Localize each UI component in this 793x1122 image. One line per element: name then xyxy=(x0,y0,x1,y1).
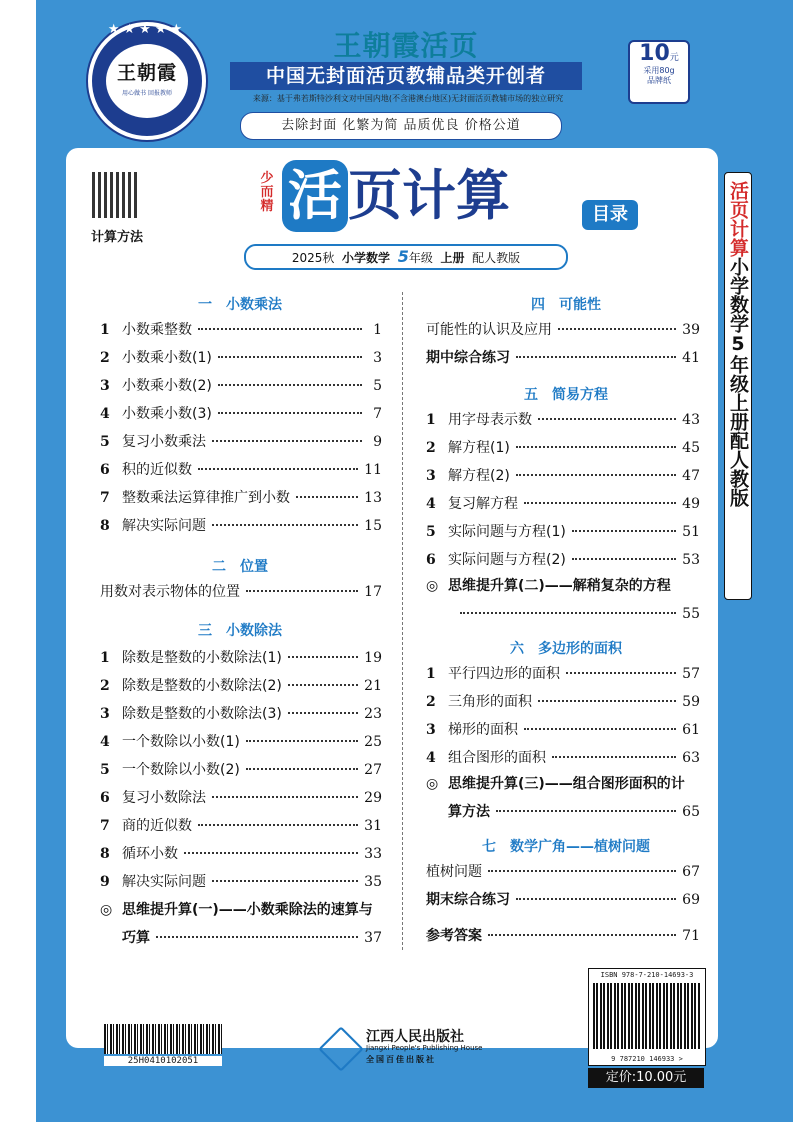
badge-inner xyxy=(106,44,188,118)
toc-entry[interactable]: 2 解方程(1) 45 xyxy=(426,440,700,456)
subtitle-subject: 小学数学 xyxy=(342,251,391,265)
publisher-sub: 全国百佳出版社 xyxy=(366,1055,436,1064)
price-tag-amount: 10 xyxy=(639,41,670,66)
qr-code-icon[interactable] xyxy=(92,172,138,218)
toc-entry[interactable]: 1 平行四边形的面积 57 xyxy=(426,666,700,682)
toc-entry[interactable]: 1 小数乘整数 1 xyxy=(100,322,382,338)
toc-entry[interactable]: 6 复习小数除法 29 xyxy=(100,790,382,806)
publisher-name: 江西人民出版社 xyxy=(366,1029,464,1045)
brand-badge-logo xyxy=(88,22,206,140)
side-series: 活页计算 xyxy=(727,181,749,257)
toc-entry[interactable]: 参考答案 71 xyxy=(426,928,700,944)
title-rest: 页计算 xyxy=(348,164,510,227)
subtitle-bar xyxy=(244,244,568,270)
price-tag xyxy=(628,40,690,104)
section-title-6: 六 多边形的面积 xyxy=(510,641,622,657)
toc-entry[interactable]: ◎ 思维提升算(一)——小数乘除法的速算与 xyxy=(100,902,373,918)
section-title-5: 五 简易方程 xyxy=(524,387,608,403)
source-note: 来源：基于弗若斯特沙利文对中国内地(不含港澳台地区)无封面活页教辅市场的独立研究 xyxy=(252,94,564,103)
toc-entry[interactable]: 7 整数乘法运算律推广到小数 13 xyxy=(100,490,382,506)
toc-entry[interactable]: 用数对表示物体的位置 17 xyxy=(100,584,382,600)
toc-entry[interactable]: 3 梯形的面积 61 xyxy=(426,722,700,738)
column-divider xyxy=(402,292,403,950)
side-volume: 上册 xyxy=(727,393,749,431)
section-title-7: 七 数学广角——植树问题 xyxy=(482,839,650,855)
qr-label: 计算方法 xyxy=(90,230,143,245)
isbn-block xyxy=(588,968,706,1066)
publisher-logo xyxy=(318,1024,518,1074)
toc-entry[interactable]: 9 解决实际问题 35 xyxy=(100,874,382,890)
price-tag-paper: 采用80g xyxy=(643,66,675,75)
toc-entry[interactable]: 植树问题 67 xyxy=(426,864,700,880)
toc-entry[interactable]: 1 除数是整数的小数除法(1) 19 xyxy=(100,650,382,666)
section-title-3: 三 小数除法 xyxy=(198,623,282,639)
toc-entry[interactable]: 1 用字母表示数 43 xyxy=(426,412,700,428)
barcode-number: 25H0410102051 xyxy=(104,1056,222,1066)
section-title-1: 一 小数乘法 xyxy=(198,297,282,313)
publisher-icon xyxy=(318,1026,364,1072)
features-line: 去除封面 化繁为简 品质优良 价格公道 xyxy=(240,112,562,140)
toc-entry[interactable]: 巧算 37 xyxy=(122,930,382,946)
badge-stars: ★★★★★ xyxy=(107,22,187,37)
toc-entry[interactable]: 5 复习小数乘法 9 xyxy=(100,434,382,450)
price-tag-unit: 元 xyxy=(669,53,679,63)
barcode-icon xyxy=(104,1024,222,1054)
subtitle-volume: 上册 xyxy=(440,251,465,265)
title-highlight: 活 xyxy=(282,160,348,232)
side-grade: 5年级 xyxy=(727,333,749,393)
toc-entry[interactable]: 2 三角形的面积 59 xyxy=(426,694,700,710)
isbn-barcode-icon xyxy=(593,983,701,1049)
toc-entry[interactable]: 期中综合练习 41 xyxy=(426,350,700,366)
toc-entry[interactable]: 算方法 65 xyxy=(448,804,700,820)
toc-entry[interactable]: ◎ 思维提升算(三)——组合图形面积的计 xyxy=(426,776,685,792)
side-label xyxy=(724,172,752,600)
isbn-bottom: 9 787210 146933 > xyxy=(611,1055,683,1063)
side-edition: 配人教版 xyxy=(727,431,749,507)
subtitle-grade: 年级 xyxy=(408,251,433,265)
toc-entry[interactable]: 4 复习解方程 49 xyxy=(426,496,700,512)
badge-slogan: 用心做书 回报教师 xyxy=(122,90,172,97)
page-title xyxy=(282,160,510,232)
toc-entry[interactable]: 可能性的认识及应用 39 xyxy=(426,322,700,338)
toc-entry[interactable]: 2 除数是整数的小数除法(2) 21 xyxy=(100,678,382,694)
toc-entry[interactable]: 7 商的近似数 31 xyxy=(100,818,382,834)
toc-entry[interactable]: 3 小数乘小数(2) 5 xyxy=(100,378,382,394)
subtitle-season: 2025秋 xyxy=(291,251,335,265)
header-slogan: 中国无封面活页教辅品类开创者 xyxy=(230,62,582,90)
badge-name: 王朝霞 xyxy=(116,62,177,84)
publisher-en: Jiangxi People's Publishing House xyxy=(366,1044,483,1052)
toc-entry[interactable]: 2 小数乘小数(1) 3 xyxy=(100,350,382,366)
toc-entry[interactable]: 3 解方程(2) 47 xyxy=(426,468,700,484)
toc-entry[interactable]: 3 除数是整数的小数除法(3) 23 xyxy=(100,706,382,722)
title-prefix: 少而精 xyxy=(260,171,274,214)
toc-entry[interactable]: 8 循环小数 33 xyxy=(100,846,382,862)
brand-title: 王朝霞活页 xyxy=(333,29,479,62)
toc-label: 目录 xyxy=(582,200,638,230)
subtitle-grade-num: 5 xyxy=(397,247,409,266)
toc-entry[interactable]: ◎ 思维提升算(二)——解稍复杂的方程 xyxy=(426,578,671,594)
price-label: 定价:10.00元 xyxy=(588,1068,704,1088)
toc-entry[interactable]: 5 一个数除以小数(2) 27 xyxy=(100,762,382,778)
price-tag-paper2: 品牌纸 xyxy=(647,76,671,85)
side-label-text xyxy=(725,181,751,507)
toc-entry[interactable]: 6 积的近似数 11 xyxy=(100,462,382,478)
toc-entry[interactable]: 4 小数乘小数(3) 7 xyxy=(100,406,382,422)
section-title-2: 二 位置 xyxy=(212,559,268,575)
section-title-4: 四 可能性 xyxy=(531,297,601,313)
toc-entry[interactable]: 6 实际问题与方程(2) 53 xyxy=(426,552,700,568)
toc-entry[interactable]: 55 xyxy=(460,604,700,624)
toc-entry[interactable]: 8 解决实际问题 15 xyxy=(100,518,382,534)
subtitle-edition: 配人教版 xyxy=(472,251,521,265)
isbn-top: ISBN 978-7-210-14693-3 xyxy=(600,971,694,979)
toc-entry[interactable]: 期末综合练习 69 xyxy=(426,892,700,908)
toc-entry[interactable]: 4 组合图形的面积 63 xyxy=(426,750,700,766)
side-subject: 小学数学 xyxy=(727,257,749,333)
toc-entry[interactable]: 4 一个数除以小数(1) 25 xyxy=(100,734,382,750)
toc-entry[interactable]: 5 实际问题与方程(1) 51 xyxy=(426,524,700,540)
